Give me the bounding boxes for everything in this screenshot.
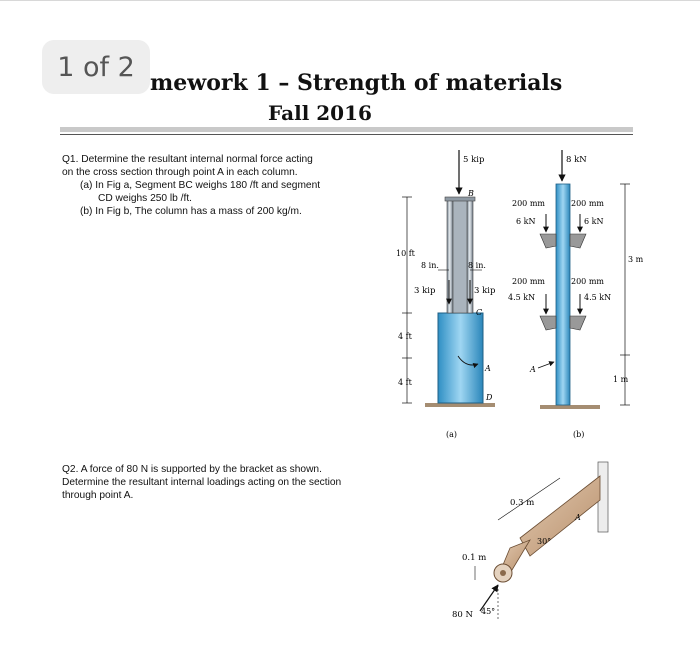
fig-b-f1-right-label: 6 kN <box>584 217 604 226</box>
page-count-badge: 1 of 2 <box>42 40 150 94</box>
fig-a-side-load-right-label: 3 kip <box>474 286 496 296</box>
fig-b-ground <box>540 405 600 409</box>
fig-a-point-d: D <box>486 393 493 402</box>
fig-b-caption: (b) <box>573 430 585 439</box>
fig-b-arm1-right-label: 200 mm <box>571 199 604 208</box>
fig-b-bracket-2-right <box>570 316 586 330</box>
q2-point-a: A <box>575 513 581 522</box>
q2-bracket-arm <box>520 476 600 556</box>
q1-part-a-line-2: CD weighs 250 lb /ft. <box>98 193 192 204</box>
fig-a-point-c: C <box>476 308 483 317</box>
fig-b-section-arrow <box>538 362 554 368</box>
figure-b <box>508 150 644 439</box>
q1-part-b: (b) In Fig b, The column has a mass of 200 kg/m. <box>80 206 302 217</box>
q2-length-long-line <box>498 478 560 520</box>
fig-b-height-low-label: 1 m <box>613 375 629 384</box>
fig-a-side-load-left-label: 3 kip <box>414 286 436 296</box>
fig-b-bracket-1-left <box>540 234 556 248</box>
fig-b-column <box>556 184 570 405</box>
q2-line-3: through point A. <box>62 490 134 501</box>
fig-a-dim-right-label: 8 in. <box>468 261 486 270</box>
fig-b-f2-right-label: 4.5 kN <box>584 293 612 302</box>
q2-pin-hole <box>500 570 506 576</box>
fig-a-dim-left-label: 8 in. <box>421 261 439 270</box>
fig-a-top-load-label: 5 kip <box>463 155 485 165</box>
fig-a-ground <box>425 403 495 407</box>
fig-b-arm1-left-label: 200 mm <box>512 199 545 208</box>
fig-b-f2-left-label: 4.5 kN <box>508 293 536 302</box>
fig-a-flange-left <box>447 200 453 313</box>
fig-b-top-load-label: 8 kN <box>566 155 587 165</box>
figure-q2 <box>452 462 608 620</box>
fig-b-arm2-right-label: 200 mm <box>571 277 604 286</box>
q1-line-1: Q1. Determine the resultant internal normal force acting <box>62 154 313 165</box>
fig-a-height-upper-label: 10 ft <box>396 249 415 258</box>
fig-a-height-mid-label: 4 ft <box>398 332 412 341</box>
fig-a-web <box>453 200 467 313</box>
figure-a <box>396 150 496 439</box>
q1-line-2: on the cross section through point A in each column. <box>62 167 298 178</box>
fig-a-caption: (a) <box>446 430 458 439</box>
fig-a-point-b: B <box>468 189 474 198</box>
q2-force-angle-label: 45° <box>481 607 496 616</box>
q2-length-long-label: 0.3 m <box>510 498 535 508</box>
fig-b-point-a: A <box>530 365 536 374</box>
q2-arm-angle-label: 30° <box>537 537 552 546</box>
page-subtitle: Fall 2016 <box>268 101 372 125</box>
fig-a-height-low-label: 4 ft <box>398 378 412 387</box>
fig-b-f1-left-label: 6 kN <box>516 217 536 226</box>
q1-part-a-line-1: (a) In Fig a, Segment BC weighs 180 /ft and segment <box>80 180 321 191</box>
fig-a-lower-segment <box>438 313 483 403</box>
q2-force-label: 80 N <box>452 610 473 620</box>
q2-line-2: Determine the resultant internal loadings acting on the section <box>62 477 342 488</box>
fig-a-point-a: A <box>485 364 491 373</box>
fig-b-height-upper-label: 3 m <box>628 255 644 264</box>
fig-b-arm2-left-label: 200 mm <box>512 277 545 286</box>
q2-line-1: Q2. A force of 80 N is supported by the bracket as shown. <box>62 464 322 475</box>
fig-b-bracket-2-left <box>540 316 556 330</box>
page-title: mework 1 – Strength of materials <box>150 70 563 96</box>
q2-length-short-label: 0.1 m <box>462 553 487 563</box>
fig-b-bracket-1-right <box>570 234 586 248</box>
